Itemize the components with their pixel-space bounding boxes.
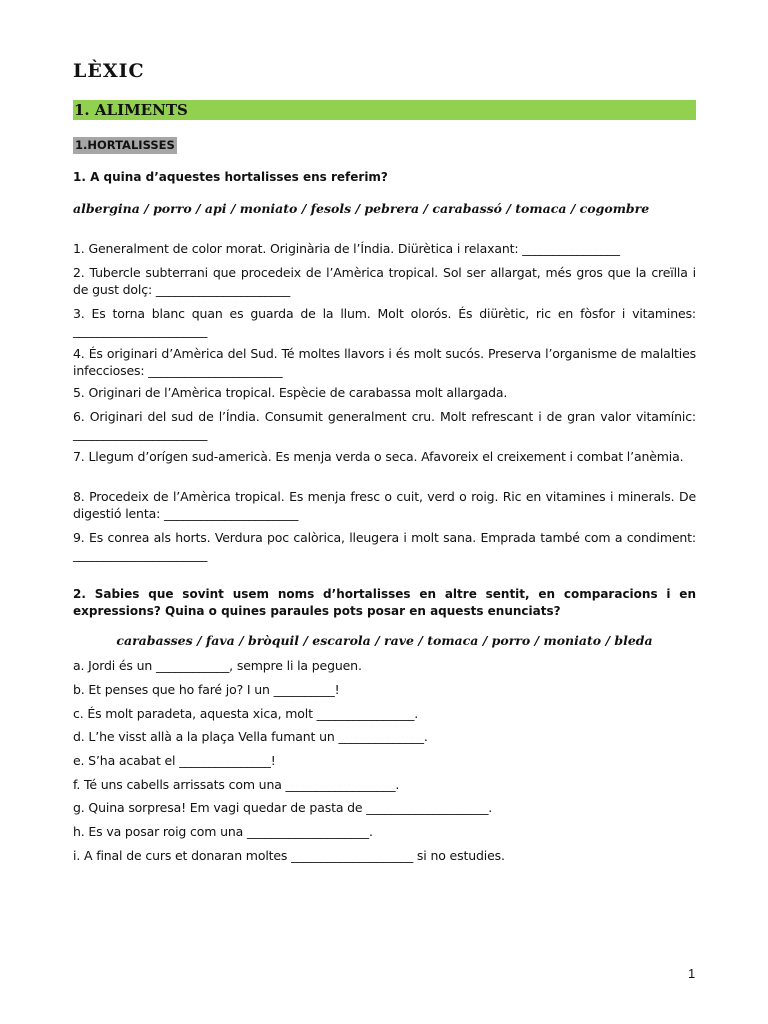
exercise2-sentence: b. Et penses que ho faré jo? I un __________! (73, 682, 340, 697)
exercise1-item: 6. Originari del sud de l’Índia. Consumit generalment cru. Molt refrescant i de gran valor vitamínic: ______________________ (73, 409, 696, 441)
exercise2-sentence: g. Quina sorpresa! Em vagi quedar de pasta de ____________________. (73, 800, 493, 815)
exercise2-sentence: e. S’ha acabat el _______________! (73, 753, 276, 768)
section-title: 1. ALIMENTS (74, 101, 188, 119)
exercise1-item: 9. Es conrea als horts. Verdura poc calòrica, lleugera i molt sana. Emprada també com a condiment: ______________________ (73, 530, 696, 562)
exercise2-sentence: c. És molt paradeta, aquesta xica, molt ________________. (73, 706, 419, 721)
exercise1-word-list: albergina / porro / api / moniato / fesols / pebrera / carabassó / tomaca / cogombre (73, 201, 650, 216)
subsection-tag: 1.HORTALISSES (75, 138, 175, 152)
exercise1-item: 5. Originari de l’Amèrica tropical. Espècie de carabassa molt allargada. (73, 385, 508, 400)
exercise1-item: 3. Es torna blanc quan es guarda de la llum. Molt olorós. És diürètic, ric en fòsfor i vitamines: ______________________ (73, 306, 696, 338)
exercise2-sentence: i. A final de curs et donaran moltes ____________________ si no estudies. (73, 848, 505, 863)
exercise1-item: 1. Generalment de color morat. Originària de l’Índia. Diürètica i relaxant: ________________ (73, 241, 620, 256)
exercise2-word-list: carabasses / fava / bròquil / escarola / rave / tomaca / porro / moniato / bleda (116, 633, 653, 648)
exercise2-sentence: d. L’he visst allà a la plaça Vella fumant un ______________. (73, 729, 428, 744)
page-title: LÈXIC (73, 60, 145, 82)
exercise2-question: 2. Sabies que sovint usem noms d’hortalisses en altre sentit, en comparacions i en expressions? Quina o quines paraules pots posar en aquests enunciats? (73, 587, 696, 618)
exercise2-sentence: h. Es va posar roig com una ____________________. (73, 824, 373, 839)
exercise1-item: 4. És originari d’Amèrica del Sud. Té moltes llavors i és molt sucós. Preserva l’organisme de malalties infeccioses: ______________________ (73, 346, 696, 378)
exercise1-item: 8. Procedeix de l’Amèrica tropical. Es menja fresc o cuit, verd o roig. Ric en vitamines i minerals. De digestió lenta: ______________________ (73, 489, 696, 521)
exercise1-question: 1. A quina d’aquestes hortalisses ens referim? (73, 170, 388, 184)
section-header-bar (73, 100, 696, 120)
exercise1-item: 7. Llegum d’orígen sud-americà. Es menja verda o seca. Afavoreix el creixement i combat l’anèmia. (73, 449, 684, 464)
exercise2-sentence: f. Té uns cabells arrissats com una __________________. (73, 777, 400, 792)
exercise2-sentence: a. Jordi és un ____________, sempre li la peguen. (73, 658, 362, 673)
exercise1-item: 2. Tubercle subterrani que procedeix de l’Amèrica tropical. Sol ser allargat, més gros que la creïlla i de gust dolç: ______________________ (73, 265, 696, 297)
page-number: 1 (688, 966, 696, 981)
